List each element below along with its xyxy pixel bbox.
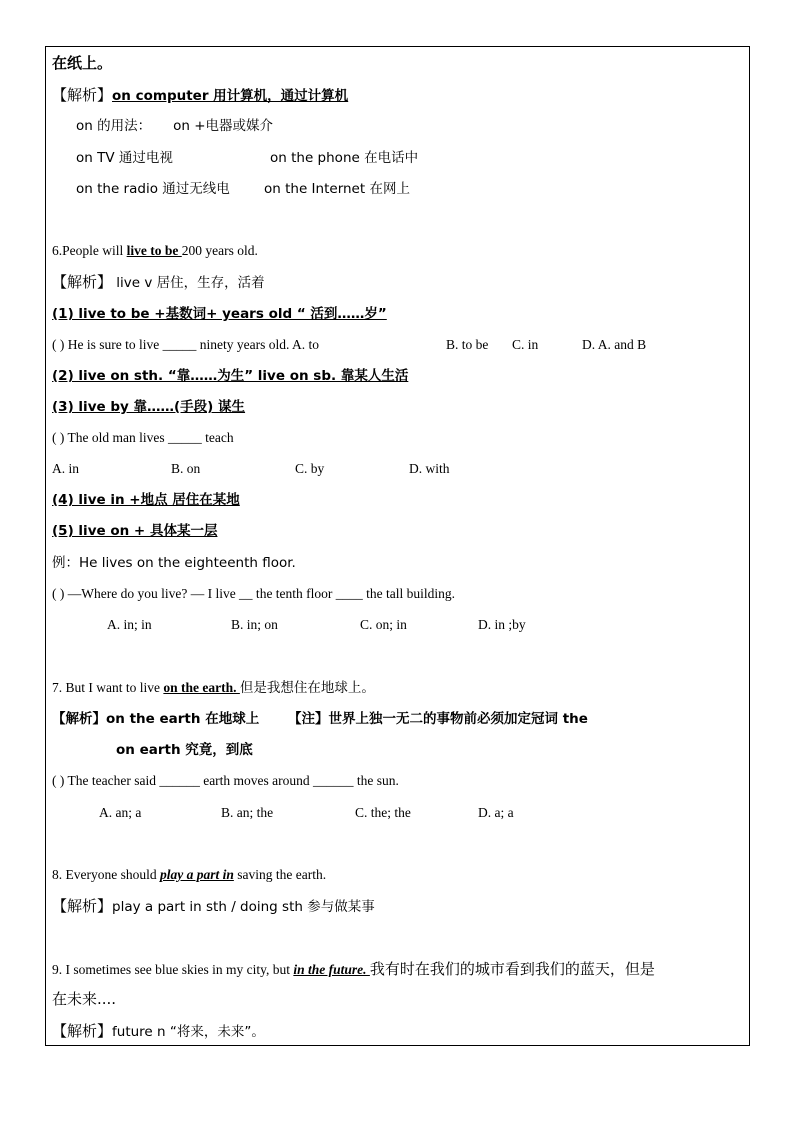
- exercise-1-option-c: C. in: [512, 337, 539, 352]
- on-usage-line: [76, 116, 273, 136]
- definite-article-note: 【注】世界上独一无二的事物前必须加定冠词 the: [288, 711, 588, 727]
- option-d: D. in ;by: [478, 617, 526, 632]
- option-b: B. in; on: [231, 617, 278, 632]
- rule-3-live-by: (3) live by 靠……(手段) 谋生: [52, 399, 246, 415]
- option-d: D. with: [409, 461, 450, 476]
- analysis-on-the-earth: [52, 709, 588, 729]
- on-internet-text: on the Internet 在网上: [264, 181, 410, 197]
- sentence-8-phrase: play a part in: [159, 867, 234, 882]
- on-the-earth-note: 【解析】on the earth 在地球上: [52, 711, 260, 727]
- analysis-future: [52, 1021, 265, 1042]
- exercise-1-question: ( ) He is sure to live _____ ninety years old. A. to: [52, 337, 319, 352]
- analysis-live: [52, 272, 265, 293]
- analysis-label: 【解析】: [52, 897, 113, 915]
- analysis-label: 【解析】: [52, 1022, 113, 1040]
- on-radio-line: [76, 179, 410, 199]
- on-tv-text: on TV 通过电视: [76, 150, 173, 166]
- exercise-old-man: ( ) The old man lives _____ teach: [52, 430, 234, 445]
- line-on-paper: 在纸上。: [52, 54, 113, 72]
- sentence-7-phrase: on the earth.: [163, 680, 240, 695]
- play-a-part-note: play a part in sth / doing sth 参与做某事: [112, 899, 375, 915]
- exercise-earth-moves: ( ) The teacher said ______ earth moves around ______ the sun.: [52, 773, 399, 788]
- rule-1-live-to-be: (1) live to be +基数词+ years old “ 活到……岁”: [52, 306, 387, 322]
- analysis-label: 【解析】: [52, 273, 113, 291]
- sentence-9-translation: 我有时在我们的城市看到我们的蓝天，但是: [369, 960, 655, 978]
- on-usage-label: on 的用法：: [76, 118, 152, 134]
- rule-2-live-on: (2) live on sth. “靠……为生” live on sb. 靠某人生活: [52, 368, 409, 384]
- option-b: B. an; the: [221, 805, 274, 820]
- sentence-8-start: 8. Everyone should: [52, 867, 160, 882]
- sentence-8-end: saving the earth.: [233, 867, 327, 882]
- option-d: D. a; a: [478, 805, 514, 820]
- analysis-on-computer: [52, 85, 348, 106]
- sentence-8: [52, 865, 326, 885]
- rule-4-live-in: (4) live in +地点 居住在某地: [52, 492, 240, 508]
- option-b: B. on: [171, 461, 201, 476]
- sentence-6-phrase: live to be: [126, 243, 182, 258]
- exercise-1-option-d: D. A. and B: [582, 337, 647, 352]
- on-radio-text: on the radio 通过无线电: [76, 181, 230, 197]
- on-phone-text: on the phone 在电话中: [270, 150, 419, 166]
- option-a: A. an; a: [99, 805, 142, 820]
- exercise-where-live: ( ) —Where do you live? — I live __ the tenth floor ____ the tall building.: [52, 586, 456, 601]
- on-tv-line: [76, 148, 418, 168]
- live-definition: live v 居住，生存，活着: [112, 275, 265, 291]
- sentence-9: [52, 959, 655, 980]
- on-usage-rule: on +电器或媒介: [173, 118, 274, 134]
- future-definition: future n “将来，未来”。: [112, 1024, 265, 1040]
- option-c: C. on; in: [360, 617, 407, 632]
- exercise-2-options: [52, 459, 450, 479]
- exercise-1-option-b: B. to be: [446, 337, 489, 352]
- option-a: A. in: [52, 461, 79, 476]
- sentence-7-translation: 但是我想住在地球上。: [239, 680, 375, 696]
- sentence-6-end: 200 years old.: [181, 243, 258, 258]
- exercise-live-to-be: [52, 335, 646, 355]
- example-eighteenth-floor: 例：He lives on the eighteenth floor.: [52, 555, 296, 571]
- sentence-6: [52, 241, 258, 261]
- sentence-7: [52, 678, 375, 698]
- sentence-7-start: 7. But I want to live: [52, 680, 164, 695]
- option-a: A. in; in: [107, 617, 152, 632]
- option-c: C. by: [295, 461, 325, 476]
- option-c: C. the; the: [355, 805, 411, 820]
- analysis-label: 【解析】: [52, 86, 113, 104]
- sentence-9-start: 9. I sometimes see blue skies in my city, but: [52, 962, 294, 977]
- sentence-9-continued: 在未来....: [52, 990, 117, 1008]
- rule-5-live-on-floor: (5) live on + 具体某一层: [52, 523, 218, 539]
- analysis-play-a-part: [52, 896, 375, 917]
- on-earth-note: on earth 究竟，到底: [116, 742, 253, 758]
- sentence-9-phrase: in the future.: [293, 962, 370, 977]
- sentence-6-start: 6.People will: [52, 243, 127, 258]
- on-computer-note: on computer 用计算机，通过计算机: [112, 88, 349, 104]
- exercise-3-options: [107, 615, 526, 635]
- exercise-4-options: [99, 803, 514, 823]
